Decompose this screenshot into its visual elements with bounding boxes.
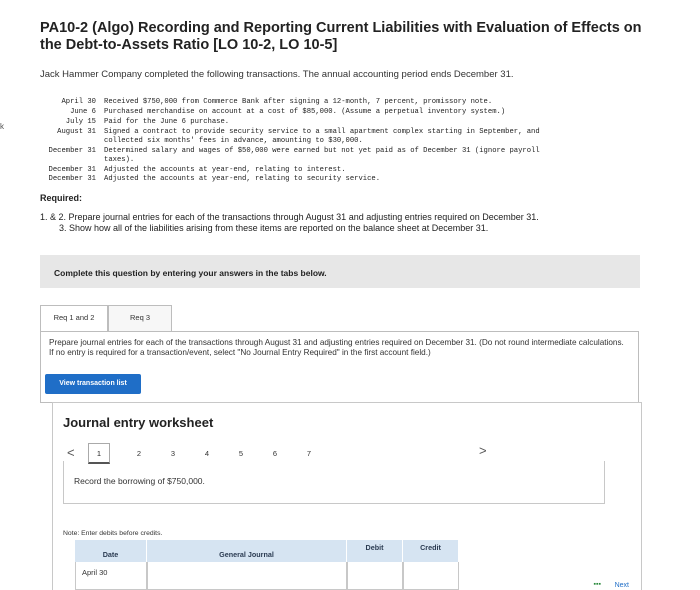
header-date: Date xyxy=(75,540,147,562)
tx-text: Adjusted the accounts at year-end, relating to interest. xyxy=(104,166,346,174)
debits-note: Note: Enter debits before credits. xyxy=(63,530,163,537)
tx-date: July 15 xyxy=(65,118,96,126)
page-2[interactable]: 2 xyxy=(136,449,142,458)
tx-date: December 31 xyxy=(48,175,96,183)
required-item: 3. Show how all of the liabilities arising from these items are reported on the balance sheet at December 31. xyxy=(59,223,489,233)
tx-text: Determined salary and wages of $50,000 were earned but not yet paid as of December 31 (ignore payroll xyxy=(104,147,540,155)
account-field[interactable] xyxy=(147,562,347,590)
complete-text: Complete this question by entering your answers in the tabs below. xyxy=(54,268,327,278)
entry-panel xyxy=(63,461,605,504)
page-3[interactable]: 3 xyxy=(170,449,176,458)
next-button[interactable]: Next xyxy=(614,582,629,589)
more-icon: ▪▪▪ xyxy=(593,581,601,588)
header-general-journal: General Journal xyxy=(147,540,347,562)
debit-field[interactable] xyxy=(347,562,403,590)
required-label: Required: xyxy=(40,193,83,203)
tx-date: December 31 xyxy=(48,166,96,174)
complete-banner xyxy=(40,255,640,288)
header-credit: Credit xyxy=(403,540,459,562)
page-1[interactable]: 1 xyxy=(88,443,110,464)
page-7[interactable]: 7 xyxy=(306,449,312,458)
tab-panel xyxy=(40,331,639,403)
tx-text: Paid for the June 6 purchase. xyxy=(104,118,230,126)
side-marker: k xyxy=(0,122,4,131)
tx-date: June 6 xyxy=(70,108,96,116)
tx-text: Signed a contract to provide security service to a small apartment complex starting in September, and xyxy=(104,128,540,136)
required-item: 1. & 2. Prepare journal entries for each of the transactions through August 31 and adjusting entries required on December 31. xyxy=(40,212,539,222)
entry-instruction: Record the borrowing of $750,000. xyxy=(74,476,205,486)
journal-entry-worksheet xyxy=(52,402,642,590)
page-6[interactable]: 6 xyxy=(272,449,278,458)
journal-grid xyxy=(75,540,515,590)
credit-field[interactable] xyxy=(403,562,459,590)
tab-req-1-and-2[interactable]: Req 1 and 2 xyxy=(40,305,108,331)
next-arrow-icon[interactable]: > xyxy=(479,443,487,458)
tx-text: Purchased merchandise on account at a cost of $85,000. (Assume a perpetual inventory system.) xyxy=(104,108,506,116)
tx-date: April 30 xyxy=(61,98,96,106)
problem-title: PA10-2 (Algo) Recording and Reporting Current Liabilities with Evaluation of Effects on the Debt-to-Assets Ratio [LO 10-2, LO 10-5] xyxy=(40,20,642,53)
view-transaction-list-button[interactable]: View transaction list xyxy=(45,374,141,394)
intro-text: Jack Hammer Company completed the following transactions. The annual accounting period ends December 31. xyxy=(40,69,514,80)
tx-text: Adjusted the accounts at year-end, relating to security service. xyxy=(104,175,381,183)
tab-req-3[interactable]: Req 3 xyxy=(108,305,172,331)
page-4[interactable]: 4 xyxy=(204,449,210,458)
tx-text: collected six months' fees in advance, amounting to $30,000. xyxy=(104,137,363,145)
date-cell-value: April 30 xyxy=(82,568,108,577)
prep-instructions: Prepare journal entries for each of the transactions through August 31 and adjusting entries required on December 31. (Do not round intermediate calculations. If no entry is required for a transaction/event, select "No Journal Entry Required" in the first account field.) xyxy=(49,338,624,357)
tx-text: taxes). xyxy=(104,156,135,164)
tx-text: Received $750,000 from Commerce Bank after signing a 12-month, 7 percent, promissory note. xyxy=(104,98,493,106)
tx-date: December 31 xyxy=(48,147,96,155)
tx-date: August 31 xyxy=(57,128,96,136)
prev-arrow-icon[interactable]: < xyxy=(67,445,75,460)
date-cell[interactable] xyxy=(75,562,147,590)
page-5[interactable]: 5 xyxy=(238,449,244,458)
header-debit: Debit xyxy=(347,540,403,562)
worksheet-title: Journal entry worksheet xyxy=(63,415,214,430)
